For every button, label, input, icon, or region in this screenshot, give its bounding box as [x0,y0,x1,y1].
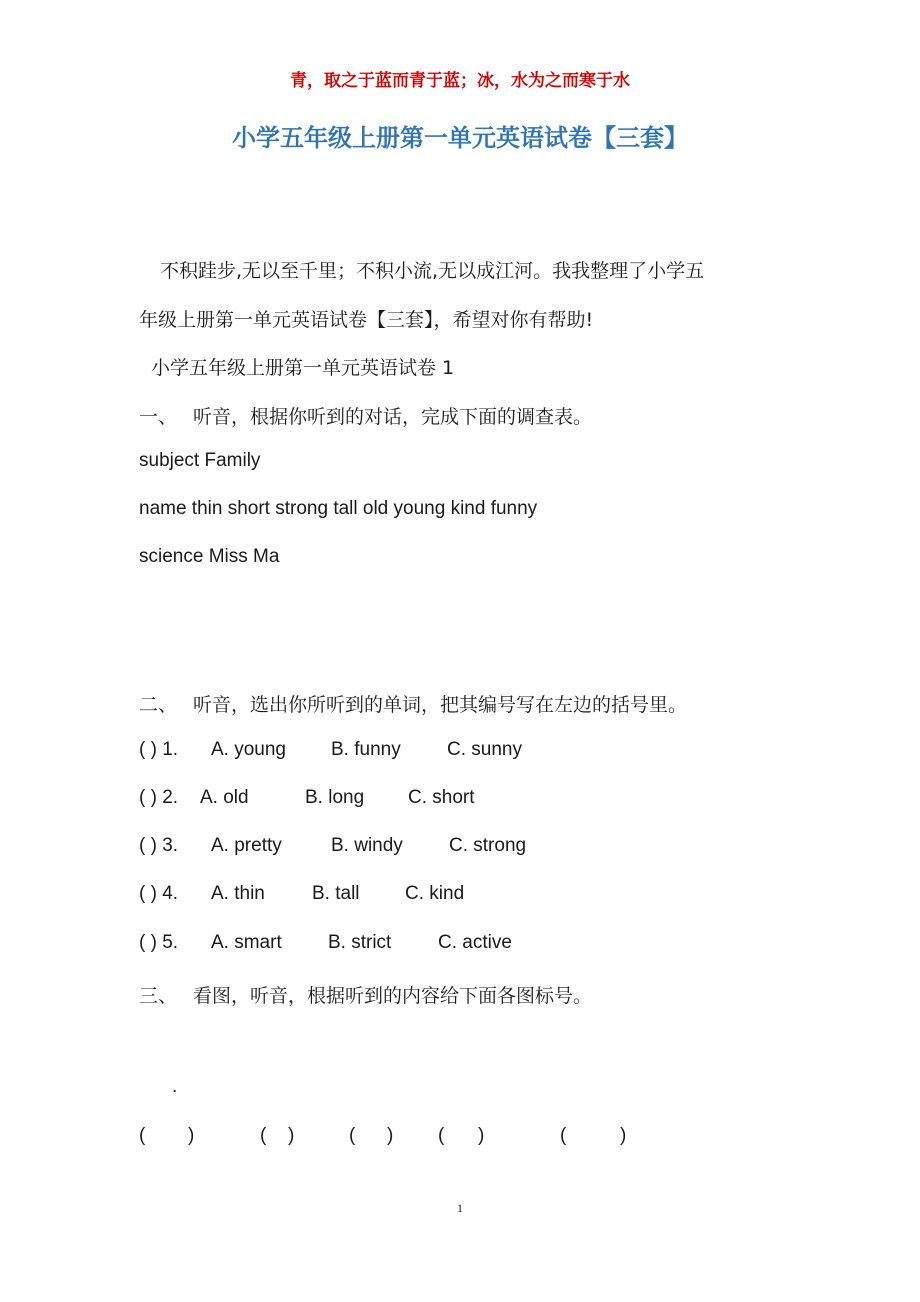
blank-5-open: ( [560,1125,567,1146]
question-2-option-c: C. short [408,787,475,808]
blank-4-open: ( [438,1125,445,1146]
blank-1-close: ) [188,1125,195,1146]
page-number: 1 [457,1201,463,1215]
intro-line-2: 年级上册第一单元英语试卷【三套】，希望对你有帮助! [139,309,594,331]
question-4-option-b: B. tall [312,883,360,904]
survey-row-subject: subject Family [139,450,261,471]
question-3-option-b: B. windy [331,835,403,856]
question-1-number: ( ) 1. [139,739,179,760]
question-3-option-c: C. strong [449,835,527,856]
blank-4-close: ) [478,1125,485,1146]
question-3-number: ( ) 3. [139,835,179,856]
question-5-option-c: C. active [438,932,512,953]
question-1-option-c: C. sunny [447,739,522,760]
section-2-instruction: 听音，选出你所听到的单词，把其编号写在左边的括号里。 [193,694,688,716]
motto-header: 青，取之于蓝而青于蓝；冰，水为之而寒于水 [290,71,630,91]
document-title: 小学五年级上册第一单元英语试卷【三套】 [232,124,688,152]
question-4-option-a: A. thin [211,883,265,904]
question-4-number: ( ) 4. [139,883,179,904]
question-2-number: ( ) 2. [139,787,179,808]
section-3-number: 三、 [139,985,178,1007]
blank-3-open: ( [349,1125,356,1146]
blank-1-open: ( [139,1125,146,1146]
question-3-option-a: A. pretty [211,835,282,856]
question-4-option-c: C. kind [405,883,465,904]
section-1-instruction: 听音，根据你听到的对话，完成下面的调查表。 [193,406,593,428]
section-1-number: 一、 [139,406,178,428]
stray-dot: . [172,1076,178,1097]
blank-3-close: ) [387,1125,394,1146]
section-3-instruction: 看图，听音，根据听到的内容给下面各图标号。 [193,985,593,1007]
survey-row-science: science Miss Ma [139,546,280,567]
question-1-option-a: A. young [211,739,286,760]
question-1-option-b: B. funny [331,739,401,760]
question-5-number: ( ) 5. [139,932,179,953]
section-2-number: 二、 [139,694,178,716]
question-2-option-a: A. old [200,787,249,808]
intro-line-1: 不积跬步,无以至千里；不积小流,无以成江河。我我整理了小学五 [160,260,705,282]
question-5-option-a: A. smart [211,932,282,953]
paper-1-title: 小学五年级上册第一单元英语试卷 1 [151,357,455,379]
blank-5-close: ) [620,1125,627,1146]
blank-2-open: ( [260,1125,267,1146]
blank-2-close: ) [288,1125,295,1146]
question-5-option-b: B. strict [328,932,392,953]
survey-row-name: name thin short strong tall old young kind funny [139,498,538,519]
question-2-option-b: B. long [305,787,365,808]
